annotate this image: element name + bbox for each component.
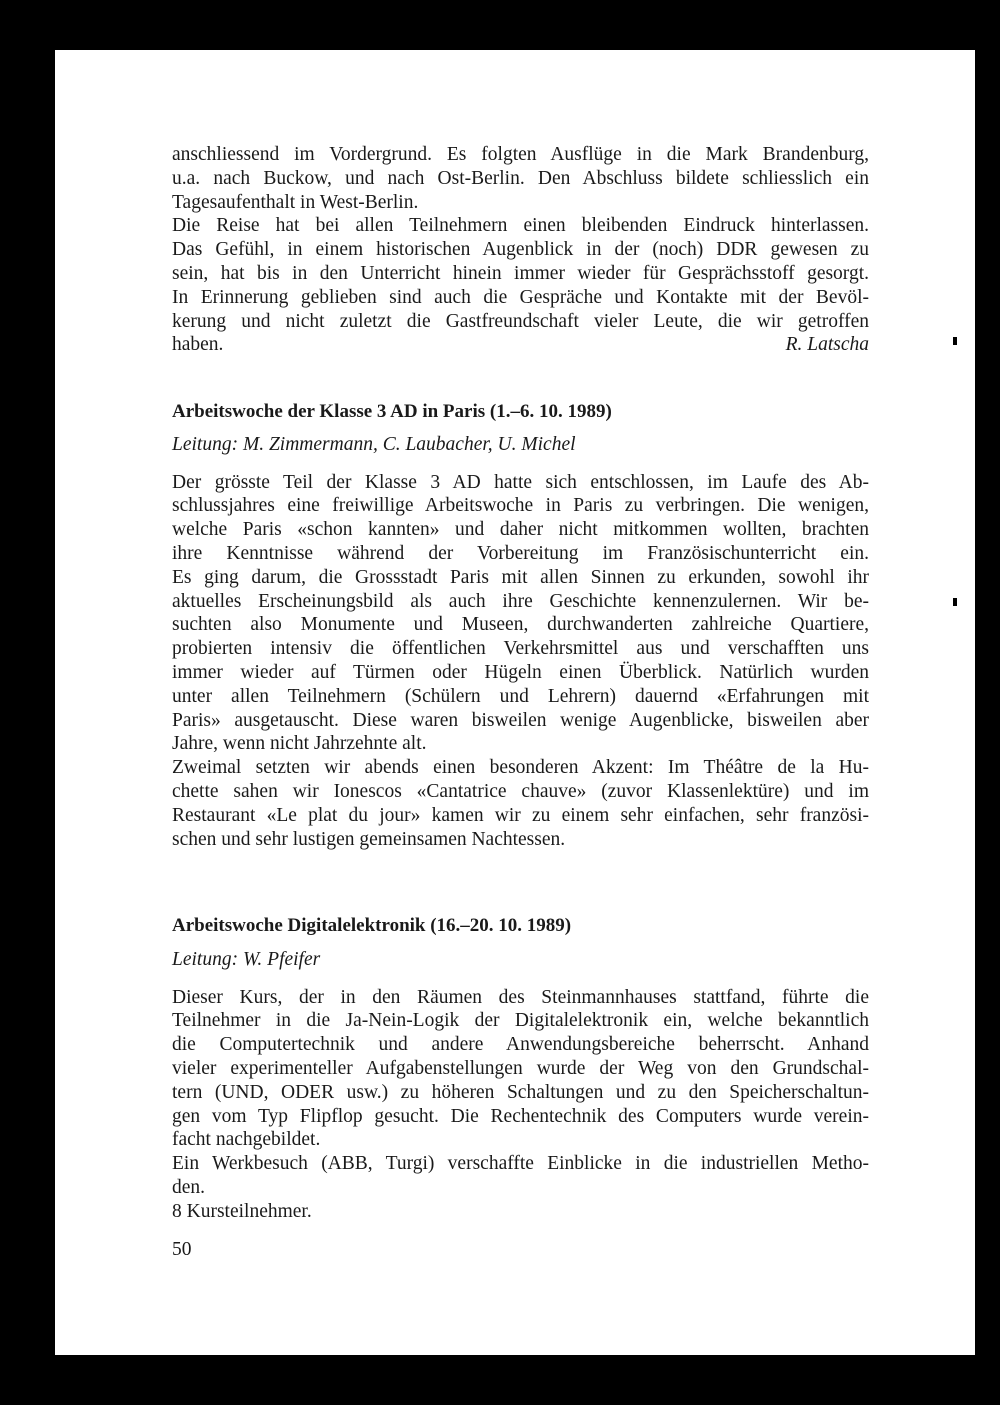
- text-line: suchten also Monumente und Museen, durchwanderten zahlreiche Quartiere,: [172, 614, 869, 636]
- text-line: Restaurant «Le plat du jour» kamen wir zu einem sehr einfachen, sehr französi-: [172, 804, 869, 826]
- text-line: Zweimal setzten wir abends einen besonderen Akzent: Im Théâtre de la Hu-: [172, 757, 869, 779]
- section-heading: Arbeitswoche der Klasse 3 AD in Paris (1.–6. 10. 1989): [172, 401, 612, 422]
- text-line: Paris» ausgetauscht. Diese waren bisweilen wenige Augenblicke, bisweilen aber: [172, 709, 869, 731]
- section-heading: Arbeitswoche Digitalelektronik (16.–20. 10. 1989): [172, 915, 572, 936]
- text-line: tern (UND, ODER usw.) zu höheren Schaltungen und zu den Speicherschaltun-: [172, 1081, 869, 1103]
- scan-mark: [953, 598, 957, 606]
- section-paris: [172, 400, 869, 851]
- text-line: vieler experimenteller Aufgabenstellungen wurde der Weg von den Grundschal-: [172, 1057, 869, 1079]
- text-line: schlussjahres eine freiwillige Arbeitswoche in Paris zu verbringen. Die wenigen,: [172, 495, 869, 517]
- text-line: chette sahen wir Ionescos «Cantatrice chauve» (zuvor Klassenlektüre) und im: [172, 780, 869, 802]
- text-line: Tagesaufenthalt in West-Berlin.: [172, 191, 419, 213]
- text-line: gen vom Typ Flipflop gesucht. Die Rechentechnik des Computers wurde verein-: [172, 1105, 869, 1127]
- text-line: In Erinnerung geblieben sind auch die Gespräche und Kontakte mit der Bevöl-: [172, 286, 869, 308]
- text-line: welche Paris «schon kannten» und daher nicht mitkommen wollten, brachten: [172, 519, 869, 541]
- section-berlin-ending: [172, 143, 869, 357]
- text-line: Ein Werkbesuch (ABB, Turgi) verschaffte Einblicke in die industriellen Metho-: [172, 1153, 869, 1175]
- text-line-content: haben.: [172, 334, 224, 356]
- text-line: Jahre, wenn nicht Jahrzehnte alt.: [172, 733, 427, 755]
- section-digitalelektronik: [172, 914, 869, 1224]
- text-line: Der grösste Teil der Klasse 3 AD hatte sich entschlossen, im Laufe des Ab-: [172, 471, 869, 493]
- text-line: Die Reise hat bei allen Teilnehmern einen bleibenden Eindruck hinterlassen.: [172, 215, 869, 237]
- leitung-line: Leitung: W. Pfeifer: [172, 948, 321, 970]
- text-line: ihre Kenntnisse während der Vorbereitung im Französischunterricht ein.: [172, 542, 869, 564]
- text-line: u.a. nach Buckow, und nach Ost-Berlin. Den Abschluss bildete schliesslich ein: [172, 167, 869, 189]
- text-line: Teilnehmer in die Ja-Nein-Logik der Digitalelektronik ein, welche bekanntlich: [172, 1010, 869, 1032]
- text-line: anschliessend im Vordergrund. Es folgten Ausflüge in die Mark Brandenburg,: [172, 144, 869, 165]
- text-line: immer wieder auf Türmen oder Hügeln einen Überblick. Natürlich wurden: [172, 661, 869, 683]
- text-line: 8 Kursteilnehmer.: [172, 1200, 312, 1222]
- scan-mark: [953, 337, 957, 345]
- text-line: die Computertechnik und andere Anwendungsbereiche beherrscht. Anhand: [172, 1034, 869, 1056]
- text-line: Dieser Kurs, der in den Räumen des Steinmannhauses stattfand, führte die: [172, 986, 869, 1008]
- text-line: Es ging darum, die Grossstadt Paris mit allen Sinnen zu erkunden, sowohl ihr: [172, 566, 869, 588]
- text-line: unter allen Teilnehmern (Schülern und Lehrern) dauernd «Erfahrungen mit: [172, 685, 869, 707]
- text-line: schen und sehr lustigen gemeinsamen Nachtessen.: [172, 828, 566, 850]
- page-number: 50: [172, 1239, 192, 1260]
- text-line: [172, 333, 869, 357]
- text-line: aktuelles Erscheinungsbild als auch ihre Geschichte kennenzulernen. Wir be-: [172, 590, 869, 612]
- leitung-line: Leitung: M. Zimmermann, C. Laubacher, U. Michel: [172, 433, 576, 455]
- document-page: [55, 50, 975, 1355]
- author-signature: R. Latscha: [785, 334, 869, 356]
- text-line: probierten intensiv die öffentlichen Verkehrsmittel aus und verschafften uns: [172, 638, 869, 660]
- text-line: Das Gefühl, in einem historischen Augenblick in der (noch) DDR gewesen zu: [172, 239, 869, 261]
- text-line: sein, hat bis in den Unterricht hinein immer wieder für Gesprächsstoff gesorgt.: [172, 262, 869, 284]
- text-line: facht nachgebildet.: [172, 1129, 321, 1151]
- text-line: den.: [172, 1176, 206, 1198]
- text-line: kerung und nicht zuletzt die Gastfreundschaft vieler Leute, die wir getroffen: [172, 310, 869, 332]
